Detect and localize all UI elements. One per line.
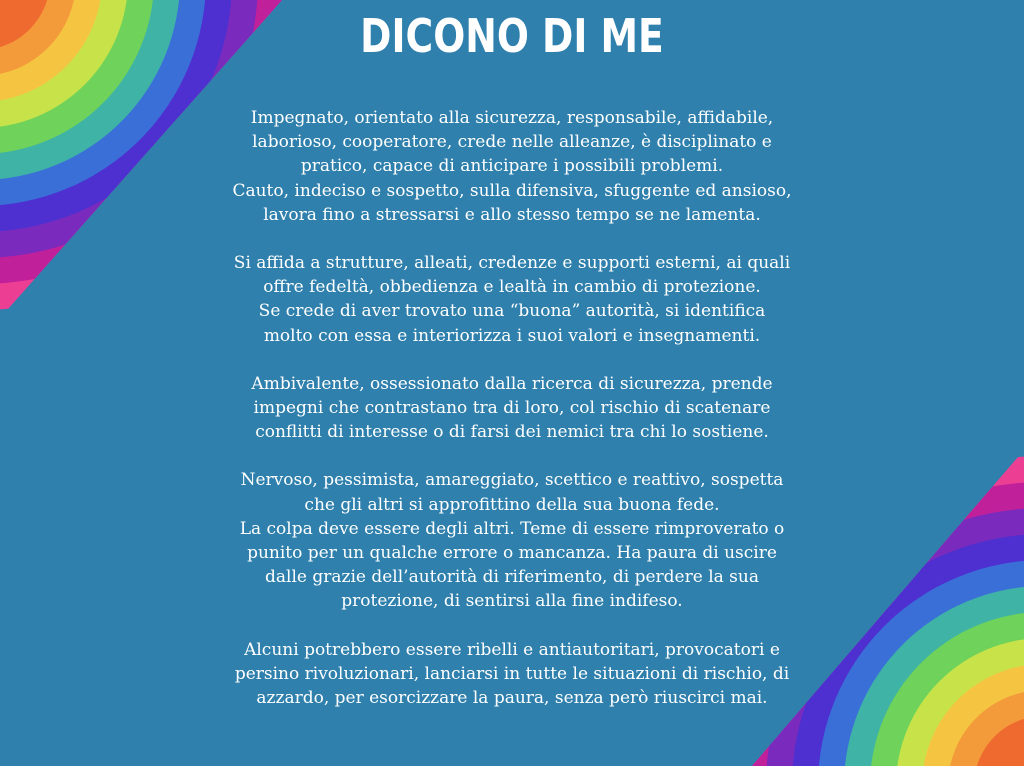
text-line: protezione, di sentirsi alla fine indifeso. — [341, 591, 683, 612]
text-line: impegni che contrastano tra di loro, col rischio di scatenare — [253, 398, 771, 419]
text-line: persino rivoluzionari, lanciarsi in tutte le situazioni di rischio, di — [234, 663, 790, 684]
text-line: dalle grazie dell’autorità di riferimento, di perdere la sua — [265, 567, 759, 588]
text-line: Si affida a strutture, alleati, credenze e supporti esterni, ai quali — [233, 253, 791, 274]
paragraph-3 — [162, 372, 862, 445]
text-line: La colpa deve essere degli altri. Teme di essere rimproverato o — [239, 518, 785, 539]
text-line: conflitti di interesse o di farsi dei nemici tra chi lo sostiene. — [255, 422, 769, 443]
text-line: laborioso, cooperatore, crede nelle alleanze, è disciplinato e — [252, 132, 772, 153]
text-line: lavora fino a stressarsi e allo stesso tempo se ne lamenta. — [263, 204, 761, 225]
paragraph-4 — [162, 468, 862, 613]
text-line: Impegnato, orientato alla sicurezza, responsabile, affidabile, — [250, 108, 774, 128]
page-title: DICONO DI ME — [360, 9, 664, 63]
text-line: punito per un qualche errore o mancanza. Ha paura di uscire — [247, 543, 777, 564]
text-line: offre fedeltà, obbedienza e lealtà in cambio di protezione. — [263, 277, 761, 298]
text-line: che gli altri si approfittino della sua buona fede. — [304, 494, 720, 515]
paragraph-1 — [162, 106, 862, 227]
paragraph-2 — [162, 251, 862, 348]
text-line: Ambivalente, ossessionato dalla ricerca di sicurezza, prende — [251, 373, 773, 394]
text-line: Se crede di aver trovato una “buona” autorità, si identifica — [258, 301, 766, 322]
text-line: molto con essa e interiorizza i suoi valori e insegnamenti. — [263, 325, 761, 346]
text-line: Nervoso, pessimista, amareggiato, scettico e reattivo, sospetta — [240, 470, 784, 491]
text-line: Alcuni potrebbero essere ribelli e antiautoritari, provocatori e — [244, 639, 780, 660]
body-text — [162, 106, 862, 734]
text-line: Cauto, indeciso e sospetto, sulla difensiva, sfuggente ed ansioso, — [232, 180, 792, 201]
text-line: azzardo, per esorcizzare la paura, senza però riuscirci mai. — [256, 688, 768, 709]
paragraph-5 — [162, 638, 862, 711]
text-line: pratico, capace di anticipare i possibili problemi. — [300, 156, 724, 177]
